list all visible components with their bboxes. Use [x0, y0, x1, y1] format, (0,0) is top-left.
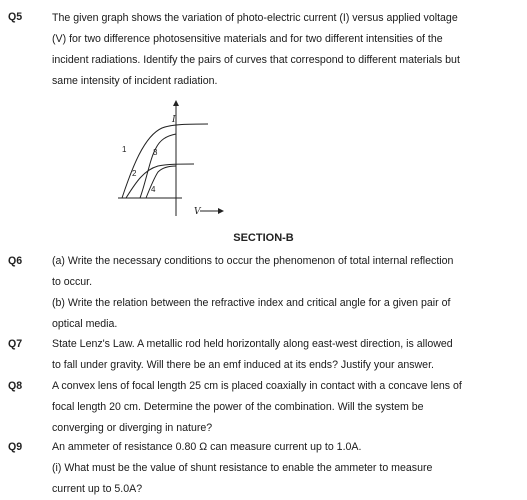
section-heading: SECTION-B: [233, 232, 294, 244]
question-text: [52, 437, 505, 500]
question-line: to fall under gravity. Will there be an emf induced at its ends? Justify your answer.: [52, 359, 434, 371]
question-line: An ammeter of resistance 0.80 Ω can measure current up to 1.0A.: [52, 441, 362, 453]
curve-label-2: 2: [132, 169, 137, 178]
question-line: (b) Write the relation between the refractive index and critical angle for a given pair of: [52, 297, 451, 309]
question-line: The given graph shows the variation of photo-electric current (I) versus applied voltage: [52, 12, 458, 24]
question-text: [52, 334, 505, 376]
question-number: Q7: [8, 338, 23, 350]
question-line: to occur.: [52, 276, 93, 288]
y-axis-label: I: [172, 115, 176, 125]
question-line: focal length 20 cm. Determine the power of the combination. Will the system be: [52, 401, 424, 413]
y-axis-arrow-icon: [173, 100, 179, 106]
curve-label-4: 4: [151, 185, 156, 194]
curve-label-3: 3: [153, 148, 158, 157]
question-line: (a) Write the necessary conditions to occur the phenomenon of total internal reflection: [52, 255, 454, 267]
question-text: [52, 8, 505, 92]
question-text: [52, 251, 505, 335]
question-number: Q5: [8, 11, 23, 23]
question-text: [52, 376, 505, 439]
question-number: Q9: [8, 441, 23, 453]
curve-1: [122, 124, 208, 198]
x-axis-label: V: [194, 207, 201, 217]
curve-label-1: 1: [122, 145, 127, 154]
question-line: optical media.: [52, 318, 118, 330]
question-line: converging or diverging in nature?: [52, 422, 213, 434]
question-line: (V) for two difference photosensitive materials and for two different intensities of the: [52, 33, 443, 45]
question-line: (i) What must be the value of shunt resistance to enable the ammeter to measure: [52, 462, 433, 474]
question-line: A convex lens of focal length 25 cm is placed coaxially in contact with a concave lens of: [52, 380, 462, 392]
question-number: Q8: [8, 380, 23, 392]
question-line: current up to 5.0A?: [52, 483, 143, 495]
x-axis-arrow-icon: [218, 208, 224, 214]
question-line: same intensity of incident radiation.: [52, 75, 218, 87]
question-number: Q6: [8, 255, 23, 267]
question-line: incident radiations. Identify the pairs of curves that correspond to different materials but: [52, 54, 460, 66]
question-line: State Lenz's Law. A metallic rod held horizontally along east-west direction, is allowed: [52, 338, 453, 350]
photoelectric-graph-figure: [100, 98, 240, 220]
